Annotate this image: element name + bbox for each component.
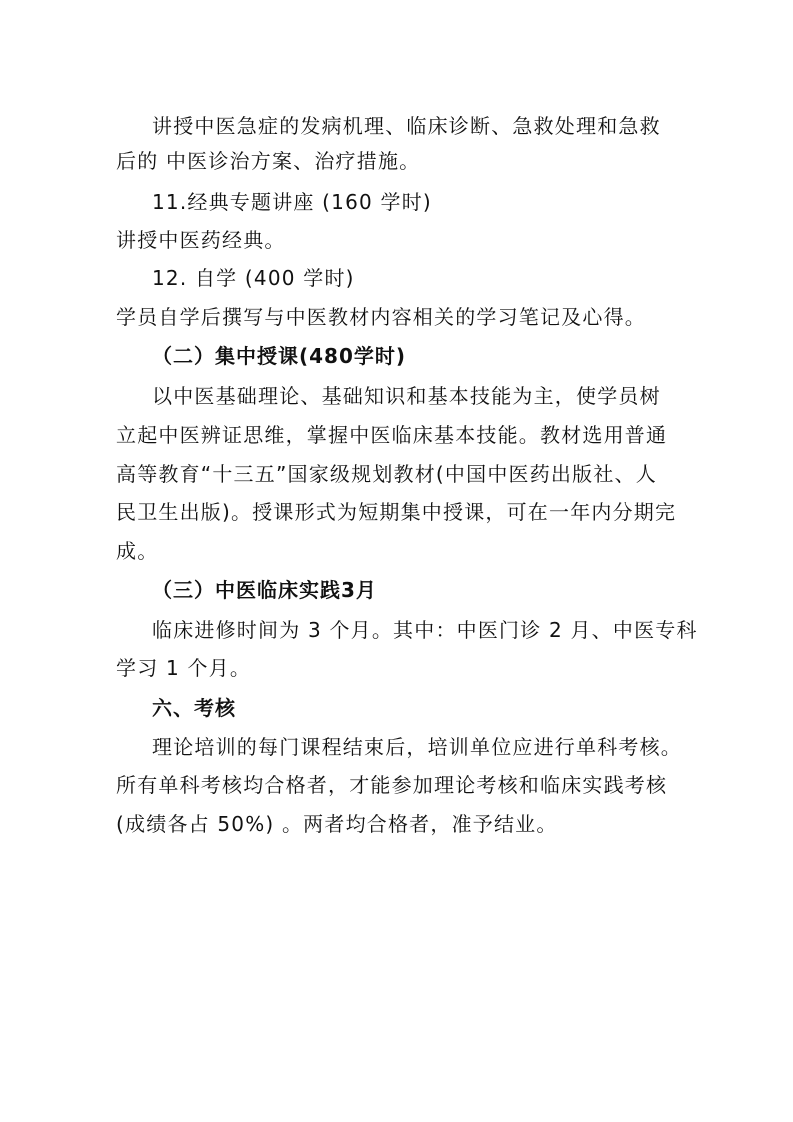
text-line: 讲授中医急症的发病机理、临床诊断、急救处理和急救 <box>152 114 661 138</box>
text-line: 理论培训的每门课程结束后，培训单位应进行单科考核。 <box>152 735 682 759</box>
text-line: 学员自学后撰写与中医教材内容相关的学习笔记及心得。 <box>116 305 646 329</box>
text-line: 12. 自学 (400 学时) <box>152 266 355 290</box>
text-line: 11.经典专题讲座 (160 学时) <box>152 190 432 214</box>
text-line: (成绩各占 50%) 。两者均合格者，准予结业。 <box>116 812 558 836</box>
text-line: 临床进修时间为 3 个月。其中：中医门诊 2 月、中医专科 <box>152 618 698 642</box>
section-heading: 六、考核 <box>152 696 236 720</box>
text-line: 高等教育“十三五”国家级规划教材(中国中医药出版社、人 <box>116 462 657 486</box>
section-heading: （三）中医临床实践3月 <box>152 578 377 602</box>
text-line: 民卫生出版)。授课形式为短期集中授课，可在一年内分期完 <box>116 500 677 524</box>
text-line: 成。 <box>116 539 159 563</box>
text-line: 所有单科考核均合格者，才能参加理论考核和临床实践考核 <box>116 773 668 797</box>
text-line: 讲授中医药经典。 <box>116 228 286 252</box>
text-line: 后的 中医诊治方案、治疗措施。 <box>116 149 421 173</box>
section-heading: （二）集中授课(480学时) <box>152 344 407 368</box>
text-line: 学习 1 个月。 <box>116 656 252 680</box>
text-line: 立起中医辨证思维，掌握中医临床基本技能。教材选用普通 <box>116 423 668 447</box>
text-line: 以中医基础理论、基础知识和基本技能为主，使学员树 <box>152 384 661 408</box>
